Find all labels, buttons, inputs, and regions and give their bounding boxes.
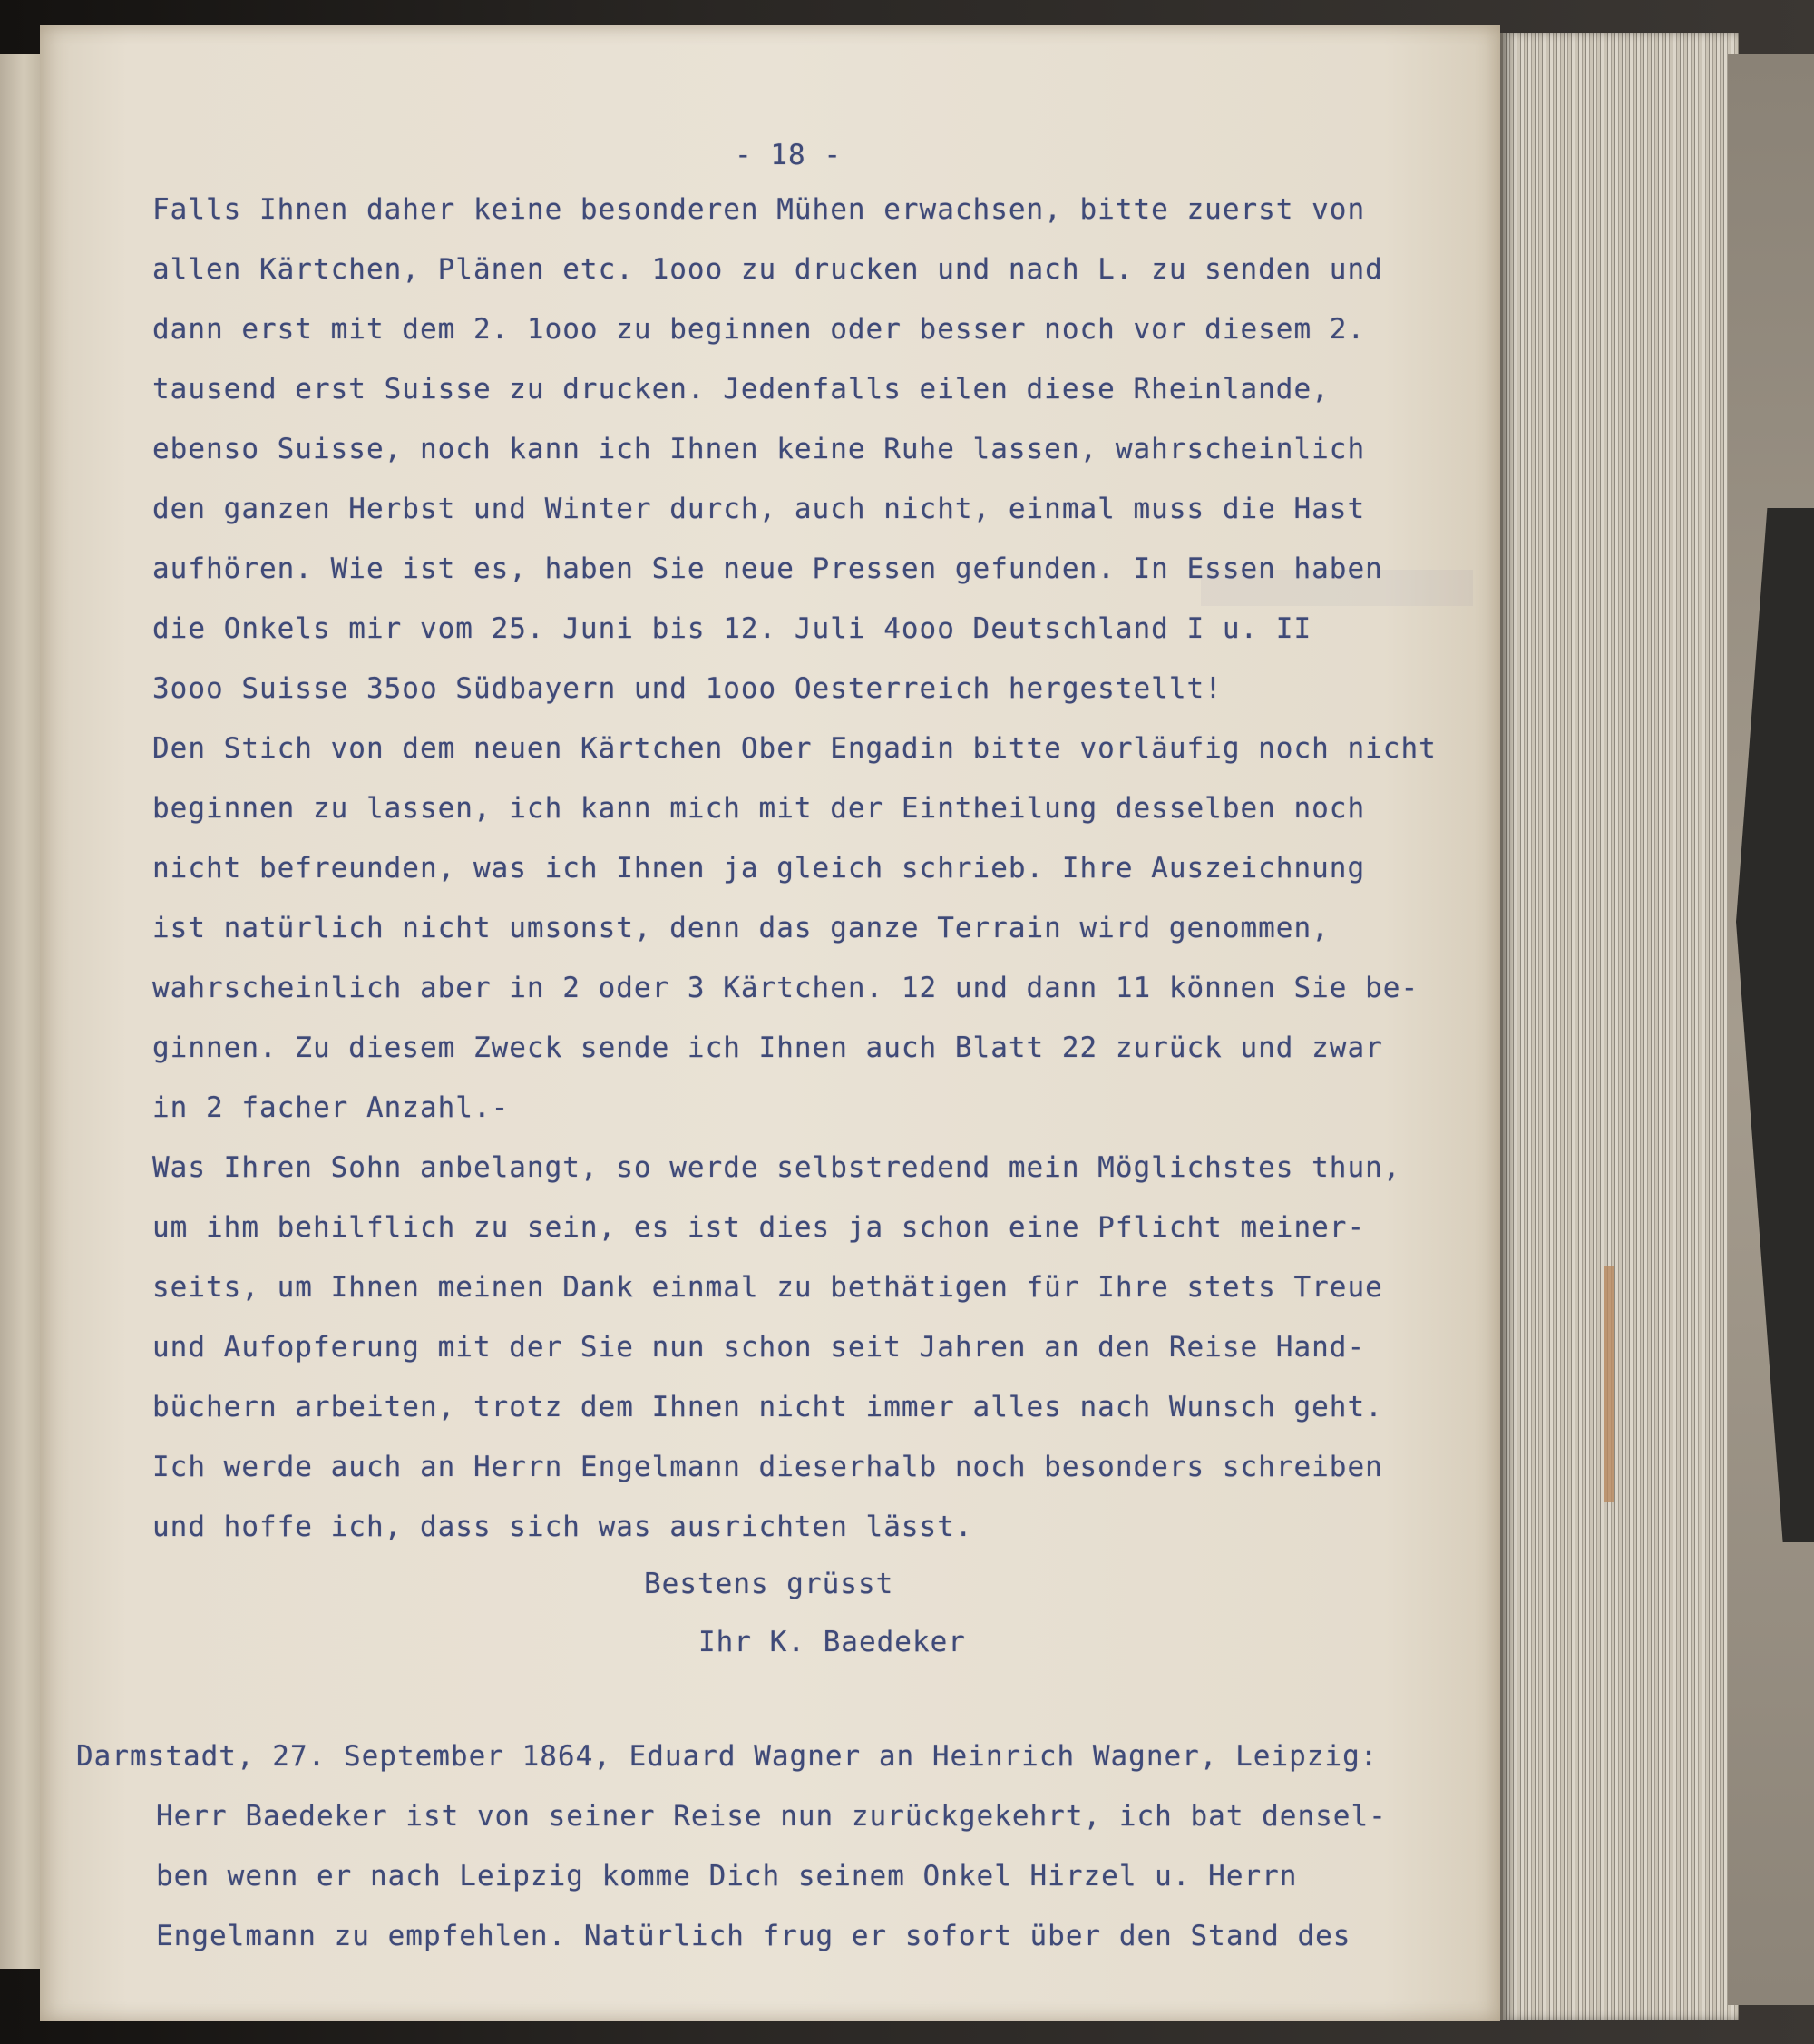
body-line: ben wenn er nach Leipzig komme Dich seinem Onkel Hirzel u. Herrn (156, 1860, 1298, 1892)
signature: Ihr K. Baedeker (698, 1626, 966, 1658)
body-line: tausend erst Suisse zu drucken. Jedenfalls eilen diese Rheinlande, (152, 373, 1330, 406)
body-line: und hoffe ich, dass sich was ausrichten lässt. (152, 1511, 973, 1543)
body-line: die Onkels mir vom 25. Juni bis 12. Juli 4ooo Deutschland I u. II (152, 612, 1312, 645)
document-page (40, 25, 1500, 2021)
body-line: Den Stich von dem neuen Kärtchen Ober Engadin bitte vorläufig noch nicht (152, 732, 1437, 765)
body-line: 3ooo Suisse 35oo Südbayern und 1ooo Oesterreich hergestellt! (152, 672, 1223, 705)
body-line: ist natürlich nicht umsonst, denn das ganze Terrain wird genommen, (152, 912, 1330, 944)
body-line: dann erst mit dem 2. 1ooo zu beginnen oder besser noch vor diesem 2. (152, 313, 1366, 346)
body-line: Ich werde auch an Herrn Engelmann dieserhalb noch besonders schreiben (152, 1451, 1383, 1483)
body-line: wahrscheinlich aber in 2 oder 3 Kärtchen. 12 und dann 11 können Sie be- (152, 972, 1419, 1004)
body-line: ebenso Suisse, noch kann ich Ihnen keine Ruhe lassen, wahrscheinlich (152, 433, 1366, 465)
body-line: Engelmann zu empfehlen. Natürlich frug er sofort über den Stand des (156, 1920, 1351, 1952)
page-stack-edges (1500, 33, 1739, 2020)
page-number: - 18 - (735, 139, 842, 171)
body-line: in 2 facher Anzahl.- (152, 1091, 510, 1124)
body-line: seits, um Ihnen meinen Dank einmal zu bethätigen für Ihre stets Treue (152, 1271, 1383, 1304)
body-line: allen Kärtchen, Plänen etc. 1ooo zu drucken und nach L. zu senden und (152, 253, 1383, 286)
body-line: nicht befreunden, was ich Ihnen ja gleich schrieb. Ihre Auszeichnung (152, 852, 1366, 885)
closing-greeting: Bestens grüsst (644, 1568, 894, 1600)
body-line: um ihm behilflich zu sein, es ist dies ja schon eine Pflicht meiner- (152, 1211, 1366, 1244)
left-facing-page-edge (0, 54, 42, 1969)
body-line: und Aufopferung mit der Sie nun schon seit Jahren an den Reise Hand- (152, 1331, 1366, 1364)
body-line: Was Ihren Sohn anbelangt, so werde selbstredend mein Möglichstes thun, (152, 1151, 1401, 1184)
body-line: beginnen zu lassen, ich kann mich mit der Eintheilung desselben noch (152, 792, 1366, 825)
body-line: den ganzen Herbst und Winter durch, auch nicht, einmal muss die Hast (152, 493, 1366, 525)
body-line: Falls Ihnen daher keine besonderen Mühen erwachsen, bitte zuerst von (152, 193, 1366, 226)
body-line: aufhören. Wie ist es, haben Sie neue Pressen gefunden. In Essen haben (152, 553, 1383, 585)
body-line: büchern arbeiten, trotz dem Ihnen nicht immer alles nach Wunsch geht. (152, 1391, 1383, 1423)
bookmark-strip (1604, 1266, 1614, 1502)
body-line: ginnen. Zu diesem Zweck sende ich Ihnen auch Blatt 22 zurück und zwar (152, 1032, 1383, 1064)
body-line: Herr Baedeker ist von seiner Reise nun zurückgekehrt, ich bat densel- (156, 1800, 1387, 1833)
next-entry-heading: Darmstadt, 27. September 1864, Eduard Wagner an Heinrich Wagner, Leipzig: (76, 1740, 1379, 1773)
